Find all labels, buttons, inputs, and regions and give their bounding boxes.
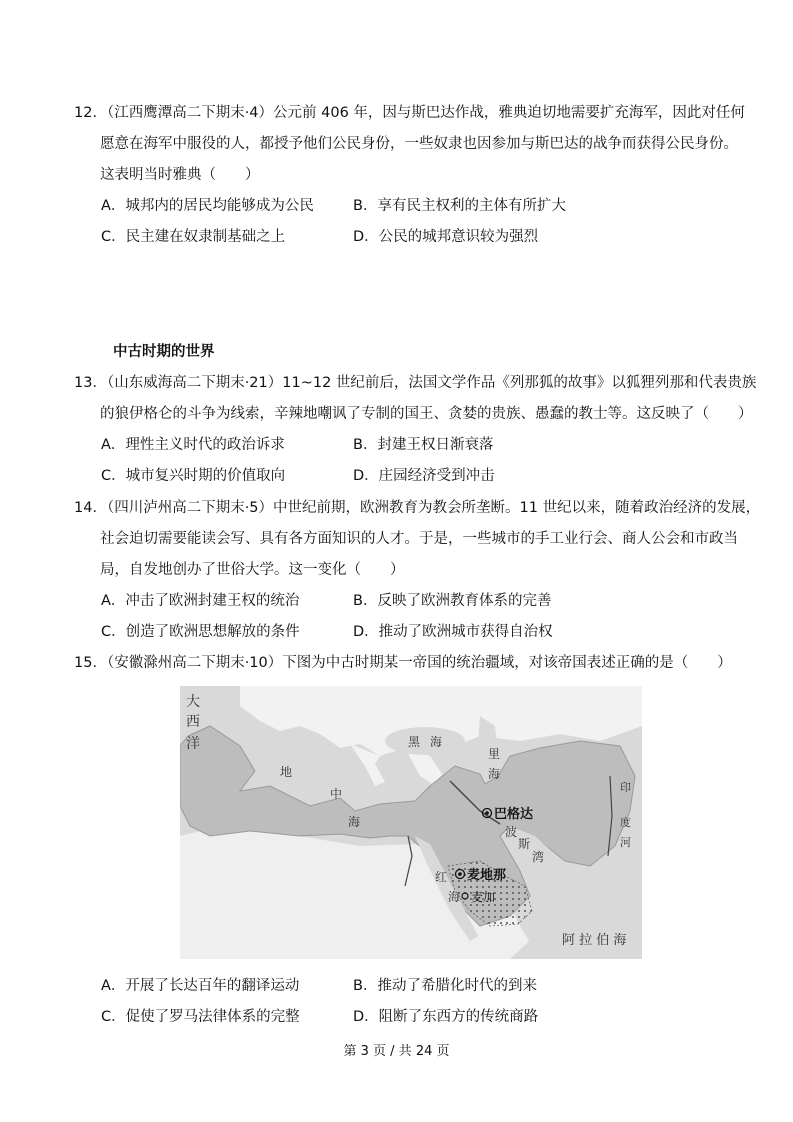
q14-option-c[interactable]: C．创造了欧洲思想解放的条件 xyxy=(101,624,300,640)
indus-label-3: 河 xyxy=(620,836,631,849)
indus-label-1: 印 xyxy=(620,781,631,794)
med-label-3: 海 xyxy=(348,815,361,829)
atlantic-label-1: 大 xyxy=(186,694,200,710)
q12-stem-line3: 这表明当时雅典（ ） xyxy=(100,167,260,183)
q15-stem-line1: 15．（安徽滁州高二下期末·10）下图为中古时期某一帝国的统治疆域，对该帝国表述正确的是（ ） xyxy=(74,655,732,671)
q13-stem-line2: 的狼伊格仑的斗争为线索，辛辣地嘲讽了专制的国王、贪婪的贵族、愚蠢的教士等。这反映了（ ） xyxy=(100,406,753,422)
gulf-label-3: 湾 xyxy=(532,850,545,864)
q13-option-b[interactable]: B．封建王权日渐衰落 xyxy=(353,437,494,453)
atlantic-label-3: 洋 xyxy=(186,736,200,752)
q14-option-b[interactable]: B．反映了欧洲教育体系的完善 xyxy=(353,593,552,609)
black-sea xyxy=(385,727,465,755)
q15-option-a[interactable]: A．开展了长达百年的翻译运动 xyxy=(101,978,300,994)
q13-option-c[interactable]: C．城市复兴时期的价值取向 xyxy=(101,468,286,484)
red-sea-label-2: 海 xyxy=(448,890,461,904)
mecca-label: 麦加 xyxy=(471,890,496,904)
medina-label: 麦地那 xyxy=(467,868,507,883)
page-footer: 第 3 页 / 共 24 页 xyxy=(343,1044,450,1059)
arabian-sea-label: 阿 拉 伯 海 xyxy=(562,933,627,948)
q13-option-d[interactable]: D．庄园经济受到冲击 xyxy=(353,468,495,484)
q15-option-d[interactable]: D．阻断了东西方的传统商路 xyxy=(353,1009,539,1025)
q14-stem-line3: 局，自发地创办了世俗大学。这一变化（ ） xyxy=(100,562,405,578)
q15-option-c[interactable]: C．促使了罗马法律体系的完整 xyxy=(101,1009,300,1025)
caspian-label-2: 海 xyxy=(488,767,501,781)
baghdad-label: 巴格达 xyxy=(494,807,534,822)
section-title: 中古时期的世界 xyxy=(113,344,215,360)
q14-option-a[interactable]: A．冲击了欧洲封建王权的统治 xyxy=(101,593,300,609)
q13-stem-line1: 13．（山东威海高二下期末·21）11~12 世纪前后，法国文学作品《列那狐的故事》以狐狸列那和代表贵族 xyxy=(74,375,757,391)
q13-option-a[interactable]: A．理性主义时代的政治诉求 xyxy=(101,437,285,453)
gulf-label-2: 斯 xyxy=(518,837,531,851)
atlantic-label-2: 西 xyxy=(186,714,200,730)
q12-option-d[interactable]: D．公民的城邦意识较为强烈 xyxy=(353,229,539,245)
q15-option-b[interactable]: B．推动了希腊化时代的到来 xyxy=(353,978,537,994)
q14-stem-line2: 社会迫切需要能读会写、具有各方面知识的人才。于是，一些城市的手工业行会、商人公会和市政当 xyxy=(100,531,738,547)
indus-label-2: 度 xyxy=(620,816,631,829)
q14-option-d[interactable]: D．推动了欧洲城市获得自治权 xyxy=(353,624,553,640)
black-sea-label-2: 海 xyxy=(430,735,443,749)
med-label-2: 中 xyxy=(330,787,343,801)
med-label-1: 地 xyxy=(280,765,293,779)
q12-option-b[interactable]: B．享有民主权利的主体有所扩大 xyxy=(353,198,566,214)
q12-option-a[interactable]: A．城邦内的居民均能够成为公民 xyxy=(101,198,314,214)
q14-stem-line1: 14．（四川泸州高二下期末·5）中世纪前期，欧洲教育为教会所垄断。11 世纪以来，随着政治经济的发展， xyxy=(74,500,761,516)
red-sea-label-1: 红 xyxy=(435,870,448,884)
q12-option-c[interactable]: C．民主建在奴隶制基础之上 xyxy=(101,229,286,245)
q12-stem-line2: 愿意在海军中服役的人，都授予他们公民身份，一些奴隶也因参加与斯巴达的战争而获得公民身份。 xyxy=(100,136,738,152)
gulf-label-1: 波 xyxy=(505,825,518,839)
black-sea-label-1: 黑 xyxy=(408,735,421,749)
caspian-label-1: 里 xyxy=(488,747,501,761)
empire-territory-map xyxy=(180,686,642,959)
q12-stem-line1: 12．（江西鹰潭高二下期末·4）公元前 406 年，因与斯巴达作战，雅典迫切地需要扩充海军，因此对任何 xyxy=(74,105,745,121)
